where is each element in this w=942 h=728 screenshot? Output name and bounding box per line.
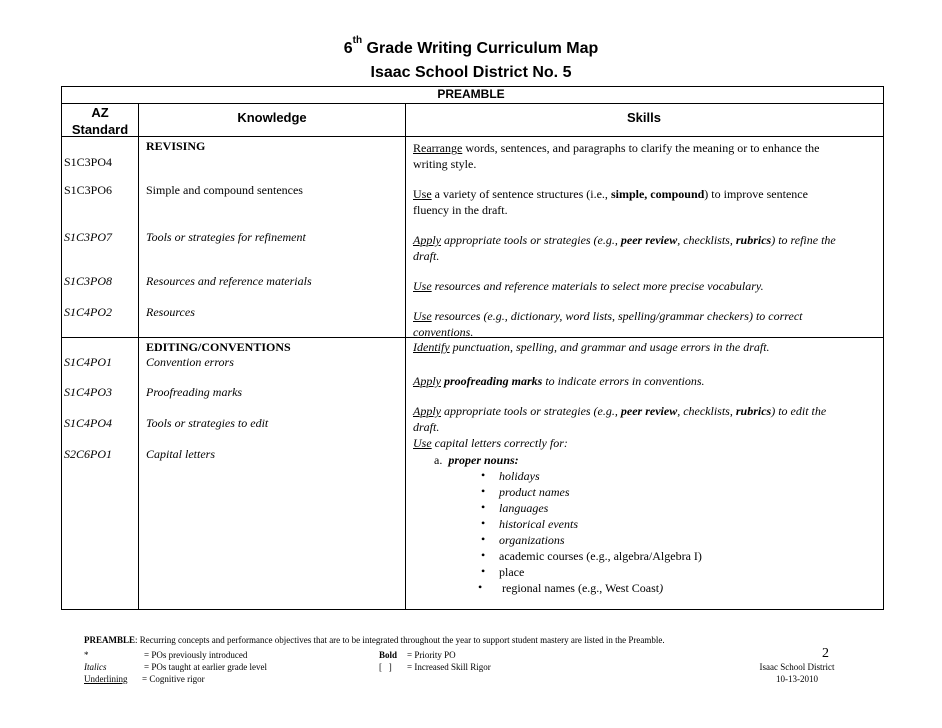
legend-key: * — [84, 650, 89, 660]
legend-key: [ ] — [379, 662, 392, 672]
bullet-item: place — [499, 565, 525, 579]
standard-code: S1C4PO4 — [64, 416, 112, 430]
sub-list-item: a. proper nouns: — [434, 453, 519, 467]
bullet-item: regional names (e.g., West Coast) — [502, 581, 664, 595]
editing-heading: EDITING/CONVENTIONS — [146, 340, 291, 354]
bullet-icon: • — [478, 580, 483, 594]
standard-code: S1C3PO8 — [64, 274, 112, 288]
knowledge-item: Convention errors — [146, 355, 234, 369]
skill-text: Use resources (e.g., dictionary, word lists, spelling/grammar checkers) to correct conventions. — [413, 309, 803, 339]
header-divider — [61, 136, 884, 137]
col-divider-2 — [405, 103, 406, 609]
skill-text: Use resources and reference materials to select more precise vocabulary. — [413, 279, 764, 293]
bullet-item: product names — [499, 485, 570, 499]
footer-preamble-note: PREAMBLE: Recurring concepts and performance objectives that are to be integrated throughout the year to support student mastery are listed in the Preamble. — [84, 635, 665, 645]
bullet-icon: • — [481, 548, 486, 562]
page-title: 6th Grade Writing Curriculum Map — [343, 35, 599, 57]
knowledge-header: Knowledge — [237, 110, 307, 125]
skill-text: Apply appropriate tools or strategies (e.g., peer review, checklists, rubrics) to refine the draft. — [413, 233, 836, 263]
knowledge-item: Capital letters — [146, 447, 215, 461]
knowledge-item: Resources and reference materials — [146, 274, 312, 288]
bullet-icon: • — [481, 564, 486, 578]
revision-date: 10-13-2010 — [776, 674, 818, 684]
skills-header: Skills — [627, 110, 661, 125]
knowledge-item: Proofreading marks — [146, 385, 243, 399]
legend-key: Italics — [84, 662, 107, 672]
legend-value: = Increased Skill Rigor — [407, 662, 491, 672]
bullet-icon: • — [481, 468, 486, 482]
skill-text: Identify punctuation, spelling, and grammar and usage errors in the draft. — [413, 340, 770, 354]
district-name: Isaac School District — [759, 662, 835, 672]
standard-code: S1C4PO2 — [64, 305, 112, 319]
knowledge-item: Simple and compound sentences — [146, 183, 303, 197]
skill-text: Apply proofreading marks to indicate errors in conventions. — [413, 374, 705, 388]
page-subtitle: Isaac School District No. 5 — [370, 64, 572, 81]
skill-text: Rearrange words, sentences, and paragraphs to clarify the meaning or to enhance the writing style. — [413, 141, 820, 171]
bullet-icon: • — [481, 532, 486, 546]
bullet-item: languages — [499, 501, 549, 515]
legend-value: = Cognitive rigor — [142, 674, 205, 684]
knowledge-item: Tools or strategies for refinement — [146, 230, 306, 244]
standard-code: S1C3PO7 — [64, 230, 112, 244]
skill-text: Apply appropriate tools or strategies (e.g., peer review, checklists, rubrics) to edit the draft. — [413, 404, 827, 434]
page-number: 2 — [822, 646, 829, 661]
bullet-item: organizations — [499, 533, 565, 547]
standard-code: S2C6PO1 — [64, 447, 112, 461]
standard-code: S1C3PO6 — [64, 183, 113, 197]
bullet-icon: • — [481, 484, 486, 498]
skill-text: Use a variety of sentence structures (i.e., simple, compound) to improve sentence fluency in the draft. — [413, 187, 808, 217]
standard-code: S1C4PO3 — [64, 385, 112, 399]
legend-key: Underlining — [84, 674, 128, 684]
bullet-item: holidays — [499, 469, 540, 483]
bullet-icon: • — [481, 516, 486, 530]
legend-key: Bold — [379, 650, 398, 660]
legend-value: = Priority PO — [407, 650, 456, 660]
standard-code: S1C4PO1 — [64, 355, 112, 369]
col-divider-1 — [138, 103, 139, 609]
preamble-divider — [61, 103, 884, 104]
knowledge-item: Tools or strategies to edit — [146, 416, 269, 430]
preamble-heading: PREAMBLE — [437, 87, 505, 101]
legend-value: = POs previously introduced — [144, 650, 248, 660]
legend-value: = POs taught at earlier grade level — [144, 662, 268, 672]
bullet-item: academic courses (e.g., algebra/Algebra I) — [499, 549, 702, 563]
bullet-item: historical events — [499, 517, 578, 531]
bullet-icon: • — [481, 500, 486, 514]
standard-code: S1C3PO4 — [64, 155, 113, 169]
az-standard-header: AZ Standard — [71, 105, 129, 137]
revising-heading: REVISING — [146, 139, 206, 153]
skill-text: Use capital letters correctly for: — [413, 436, 568, 450]
knowledge-item: Resources — [146, 305, 195, 319]
